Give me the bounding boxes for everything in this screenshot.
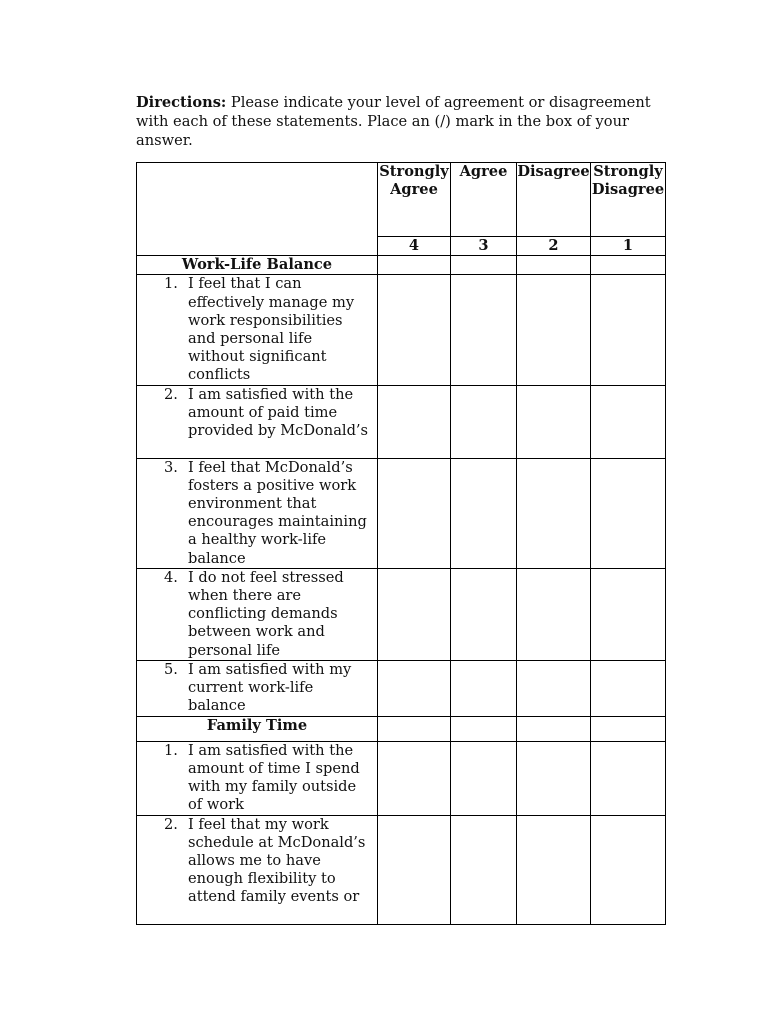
answer-box-strongly-disagree[interactable] <box>591 458 666 568</box>
answer-box-strongly-agree[interactable] <box>378 815 451 924</box>
answer-box-strongly-disagree[interactable] <box>591 660 666 716</box>
item-number: 4. <box>164 568 178 586</box>
answer-box-strongly-agree[interactable] <box>378 660 451 716</box>
section-blank-cell <box>451 256 517 275</box>
item-number: 3. <box>164 458 178 476</box>
statement-cell <box>137 660 378 716</box>
answer-box-strongly-disagree[interactable] <box>591 385 666 458</box>
answer-box-disagree[interactable] <box>517 568 591 660</box>
score-strongly-disagree: 1 <box>591 237 666 256</box>
answer-box-strongly-agree[interactable] <box>378 741 451 815</box>
item-number: 2. <box>164 385 178 403</box>
answer-box-agree[interactable] <box>451 660 517 716</box>
item-text: I am satisfied with the amount of paid time provided by McDonald’s <box>188 385 369 440</box>
table-row <box>137 815 666 924</box>
item-text: I do not feel stressed when there are conflicting demands between work and personal life <box>188 568 344 659</box>
item-text: I feel that my work schedule at McDonald’s allows me to have enough flexibility to attend family events or <box>188 815 366 906</box>
answer-box-disagree[interactable] <box>517 741 591 815</box>
section-row-work-life-balance <box>137 256 666 275</box>
answer-box-disagree[interactable] <box>517 815 591 924</box>
directions-text: Please indicate your level of agreement or disagreement with each of these statements. Place an (/) mark in the box of your answer. <box>136 94 651 149</box>
section-blank-cell <box>517 716 591 741</box>
item-text: I am satisfied with the amount of time I spend with my family outside of work <box>188 741 360 814</box>
answer-box-strongly-agree[interactable] <box>378 385 451 458</box>
statement-cell <box>137 385 378 458</box>
table-row <box>137 741 666 815</box>
col-header-agree: Agree <box>451 163 517 237</box>
survey-table <box>136 162 666 925</box>
answer-box-strongly-agree[interactable] <box>378 458 451 568</box>
section-blank-cell <box>517 256 591 275</box>
answer-box-strongly-disagree[interactable] <box>591 275 666 385</box>
answer-box-disagree[interactable] <box>517 458 591 568</box>
directions-label: Directions: <box>136 94 227 111</box>
answer-box-agree[interactable] <box>451 458 517 568</box>
item-number: 2. <box>164 815 178 833</box>
section-row-family-time <box>137 716 666 741</box>
item-text: I feel that McDonald’s fosters a positive work environment that encourages maintaining a healthy work-life balance <box>188 458 367 567</box>
directions <box>136 93 676 150</box>
section-blank-cell <box>378 716 451 741</box>
answer-box-disagree[interactable] <box>517 660 591 716</box>
answer-box-strongly-agree[interactable] <box>378 568 451 660</box>
section-title: Work-Life Balance <box>137 256 378 275</box>
table-row <box>137 275 666 385</box>
score-disagree: 2 <box>517 237 591 256</box>
section-title: Family Time <box>137 716 378 741</box>
item-number: 5. <box>164 660 178 678</box>
answer-box-agree[interactable] <box>451 275 517 385</box>
answer-box-strongly-agree[interactable] <box>378 275 451 385</box>
answer-box-agree[interactable] <box>451 568 517 660</box>
statement-cell <box>137 568 378 660</box>
table-row <box>137 385 666 458</box>
answer-box-agree[interactable] <box>451 815 517 924</box>
statement-header-cell <box>137 163 378 256</box>
answer-box-strongly-disagree[interactable] <box>591 741 666 815</box>
header-row <box>137 163 666 237</box>
score-strongly-agree: 4 <box>378 237 451 256</box>
statement-cell <box>137 815 378 924</box>
section-blank-cell <box>591 256 666 275</box>
statement-cell <box>137 458 378 568</box>
section-blank-cell <box>451 716 517 741</box>
item-text: I feel that I can effectively manage my work responsibilities and personal life without significant conflicts <box>188 275 355 384</box>
item-text: I am satisfied with my current work-life balance <box>188 660 352 715</box>
answer-box-agree[interactable] <box>451 741 517 815</box>
answer-box-strongly-disagree[interactable] <box>591 568 666 660</box>
table-row <box>137 660 666 716</box>
answer-box-strongly-disagree[interactable] <box>591 815 666 924</box>
col-header-strongly-disagree: Strongly Disagree <box>591 163 666 237</box>
item-number: 1. <box>164 741 178 759</box>
score-agree: 3 <box>451 237 517 256</box>
statement-cell <box>137 275 378 385</box>
section-blank-cell <box>378 256 451 275</box>
answer-box-disagree[interactable] <box>517 385 591 458</box>
table-row <box>137 568 666 660</box>
section-blank-cell <box>591 716 666 741</box>
col-header-strongly-agree: Strongly Agree <box>378 163 451 237</box>
statement-cell <box>137 741 378 815</box>
item-number: 1. <box>164 275 178 293</box>
table-row <box>137 458 666 568</box>
col-header-disagree: Disagree <box>517 163 591 237</box>
answer-box-agree[interactable] <box>451 385 517 458</box>
answer-box-disagree[interactable] <box>517 275 591 385</box>
